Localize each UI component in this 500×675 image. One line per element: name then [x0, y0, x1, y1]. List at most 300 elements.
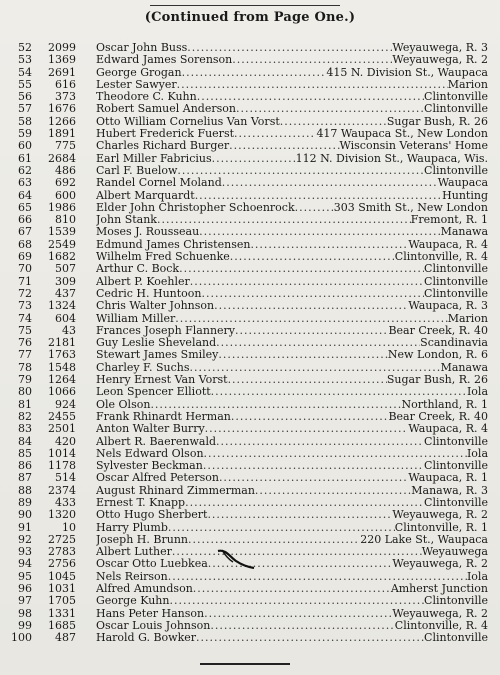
registrant-name: Earl Miller Fabricius — [96, 152, 212, 165]
registrant-address: Weyauwega, R. 2 — [392, 54, 488, 67]
leader-dots — [228, 374, 387, 386]
leader-dots — [157, 214, 411, 226]
entry-line — [96, 300, 488, 312]
registrant-address: Sugar Bush, R. 26 — [386, 115, 488, 128]
registrant-address: Sugar Bush, R. 26 — [386, 374, 488, 387]
entry-line — [96, 325, 488, 337]
list-item — [0, 436, 500, 448]
leader-dots — [177, 165, 424, 177]
serial-number: 309 — [55, 274, 76, 288]
registrant-address: Wisconsin Veterans' Home — [339, 140, 488, 153]
serial-number: 1031 — [48, 582, 76, 596]
registrant-address: Iola — [466, 386, 488, 399]
registrant-address: Manawa, R. 3 — [411, 484, 488, 497]
order-number: 60 — [18, 139, 32, 153]
registrant-name: Cedric H. Huntoon — [96, 287, 202, 300]
order-number: 84 — [18, 434, 32, 448]
leader-dots — [203, 460, 424, 472]
list-item — [0, 54, 500, 66]
registrant-address: Weyauwega, R. 3 — [392, 42, 488, 54]
registrant-name: Edward James Sorenson — [96, 54, 233, 67]
registrant-address: 417 Waupaca St., New London — [316, 128, 488, 141]
registrant-address: Northland, R. 1 — [401, 398, 488, 411]
registrant-address: Waupaca, R. 3 — [408, 300, 488, 313]
registrant-name: Oscar Louis Johnson — [96, 619, 211, 632]
leader-dots — [231, 411, 389, 423]
registrant-name: Frances Joseph Flannery — [96, 324, 236, 337]
serial-number: 1014 — [48, 446, 76, 460]
entry-line — [96, 571, 488, 583]
entry-line — [96, 239, 488, 251]
serial-number: 487 — [55, 631, 76, 645]
serial-number: 616 — [55, 77, 76, 91]
registrant-name: Edmund James Christensen — [96, 238, 251, 251]
order-number: 72 — [18, 286, 32, 300]
serial-number: 437 — [55, 286, 76, 300]
list-item — [0, 509, 500, 521]
registrant-name: Robert Samuel Anderson — [96, 103, 236, 116]
order-number: 64 — [18, 188, 32, 202]
order-number: 58 — [18, 114, 32, 128]
entry-line — [96, 497, 488, 509]
order-number: 52 — [18, 41, 32, 54]
registrant-name: Albert P. Koehler — [96, 275, 190, 288]
entry-line — [96, 54, 488, 66]
registrant-name: Harold G. Bowker — [96, 632, 197, 645]
list-item — [0, 386, 500, 398]
serial-number: 1320 — [48, 508, 76, 522]
serial-number: 1045 — [48, 569, 76, 583]
registrant-name: Stewart James Smiley — [96, 349, 219, 362]
serial-number: 2783 — [48, 545, 76, 559]
registrant-name: Oscar Otto Luebkea — [96, 558, 208, 571]
serial-number: 1264 — [48, 373, 76, 387]
entry-line — [96, 226, 488, 238]
leader-dots — [195, 190, 442, 202]
registrant-address: Clintonville, R. 4 — [394, 619, 488, 632]
entry-line — [96, 583, 488, 595]
leader-dots — [222, 177, 438, 189]
top-rule — [150, 5, 340, 6]
serial-number: 1685 — [48, 618, 76, 632]
registrant-name: Charley F. Suchs — [96, 361, 190, 374]
leader-dots — [179, 263, 424, 275]
leader-dots — [197, 91, 424, 103]
entry-line — [96, 509, 488, 521]
entry-line — [96, 362, 488, 374]
registrant-name: Oscar Alfred Peterson — [96, 472, 219, 485]
registrant-address: Clintonville — [424, 496, 488, 509]
serial-number: 1324 — [48, 299, 76, 313]
order-number: 86 — [18, 459, 32, 473]
entry-line — [96, 374, 488, 386]
registrant-name: Moses J. Rousseau — [96, 226, 200, 239]
leader-dots — [190, 276, 424, 288]
order-number: 93 — [18, 545, 32, 559]
order-number: 96 — [18, 582, 32, 596]
order-number: 78 — [18, 360, 32, 374]
serial-number: 1266 — [48, 114, 76, 128]
leader-dots — [196, 632, 424, 644]
leader-dots — [187, 42, 392, 54]
order-number: 83 — [18, 422, 32, 436]
registrant-address: Clintonville, R. 1 — [394, 521, 488, 534]
serial-number: 1548 — [48, 360, 76, 374]
registrant-name: Albert R. Baerenwald — [96, 435, 217, 448]
registrant-name: William Miller — [96, 312, 176, 325]
registrant-address: Clintonville — [424, 632, 488, 645]
leader-dots — [207, 509, 392, 521]
bottom-rule — [200, 663, 290, 665]
registrant-address: Waupaca, R. 1 — [408, 472, 488, 485]
registrant-address: Manawa — [440, 226, 488, 239]
order-number: 65 — [18, 200, 32, 214]
entry-line — [96, 202, 488, 214]
registrant-name: George Grogan — [96, 66, 182, 79]
registrant-name: Theodore C. Kuhn — [96, 91, 197, 104]
leader-dots — [205, 423, 409, 435]
registrant-address: Weyauwega, R. 2 — [392, 607, 488, 620]
serial-number: 2099 — [48, 41, 76, 54]
entry-line — [96, 386, 488, 398]
serial-number: 1066 — [48, 385, 76, 399]
order-number: 77 — [18, 348, 32, 362]
order-number: 61 — [18, 151, 32, 165]
leader-dots — [232, 54, 392, 66]
registrant-address: Clintonville — [424, 91, 488, 104]
registrant-name: Arthur C. Bock — [96, 263, 180, 276]
entry-line — [96, 67, 488, 79]
registrant-name: Otto Hugo Sherbert — [96, 509, 208, 522]
registrant-address: Clintonville — [424, 103, 488, 116]
order-number: 59 — [18, 127, 32, 141]
registrant-name: Lester Sawyer — [96, 78, 177, 91]
serial-number: 1331 — [48, 606, 76, 620]
registrant-name: Nels Reirson — [96, 570, 168, 583]
entry-line — [96, 263, 488, 275]
serial-number: 1676 — [48, 102, 76, 116]
entry-line — [96, 558, 488, 570]
registrant-address: Scandinavia — [420, 337, 488, 350]
registrant-address: Bear Creek, R. 40 — [388, 324, 488, 337]
registrant-name: Leon Spencer Elliott — [96, 386, 211, 399]
entry-line — [96, 337, 488, 349]
entry-line — [96, 436, 488, 448]
entry-line — [96, 411, 488, 423]
registrant-name: George Kuhn — [96, 595, 170, 608]
leader-dots — [210, 620, 394, 632]
registrant-name: Ole Olson — [96, 398, 151, 411]
leader-dots — [250, 239, 408, 251]
registrant-address: 303 Smith St., New London — [333, 201, 488, 214]
leader-dots — [236, 103, 424, 115]
registrant-name: John Stank — [96, 214, 157, 227]
serial-number: 1539 — [48, 225, 76, 239]
list-item — [0, 472, 500, 484]
serial-number: 1682 — [48, 250, 76, 264]
registrant-address: New London, R. 6 — [387, 349, 488, 362]
serial-number: 507 — [55, 262, 76, 276]
serial-number: 433 — [55, 495, 76, 509]
registrant-address: Amherst Junction — [390, 583, 488, 596]
entry-line — [96, 190, 488, 202]
registrant-name: Carl F. Buelow — [96, 164, 178, 177]
order-number: 92 — [18, 532, 32, 546]
entry-line — [96, 595, 488, 607]
registrant-address: Iola — [466, 447, 488, 460]
entry-line — [96, 128, 488, 140]
leader-dots — [168, 522, 395, 534]
order-number: 81 — [18, 397, 32, 411]
leader-dots — [169, 595, 424, 607]
serial-number: 10 — [62, 520, 76, 534]
registrant-name: Harry Plumb — [96, 521, 168, 534]
registrant-address: Marion — [447, 78, 488, 91]
leader-dots — [230, 251, 395, 263]
leader-dots — [204, 448, 467, 460]
list-item — [0, 140, 500, 152]
entry-line — [96, 522, 488, 534]
leader-dots — [218, 349, 388, 361]
entry-line — [96, 313, 488, 325]
registrant-address: Clintonville — [424, 275, 488, 288]
entry-line — [96, 632, 488, 644]
order-number: 97 — [18, 594, 32, 608]
registrant-name: Hans Peter Hanson — [96, 607, 205, 620]
entry-line — [96, 153, 488, 165]
serial-number: 2181 — [48, 336, 76, 350]
order-number: 76 — [18, 336, 32, 350]
serial-number: 43 — [62, 323, 76, 337]
serial-number: 1986 — [48, 200, 76, 214]
order-number: 53 — [18, 53, 32, 67]
leader-dots — [168, 571, 467, 583]
order-number: 62 — [18, 163, 32, 177]
serial-number: 2691 — [48, 65, 76, 79]
registrant-name: Guy Leslie Sheveland — [96, 337, 217, 350]
registrant-name: Chris Walter Johnson — [96, 300, 215, 313]
entry-line — [96, 448, 488, 460]
order-number: 95 — [18, 569, 32, 583]
registrant-name: August Rhinard Zimmerman — [96, 484, 255, 497]
order-number: 71 — [18, 274, 32, 288]
serial-number: 514 — [55, 471, 76, 485]
serial-number: 924 — [55, 397, 76, 411]
registrant-name: Ernest T. Knapp — [96, 496, 186, 509]
leader-dots — [202, 288, 425, 300]
leader-dots — [204, 608, 392, 620]
order-number: 66 — [18, 213, 32, 227]
order-number: 68 — [18, 237, 32, 251]
list-item — [0, 177, 500, 189]
registrant-address: Waupaca, R. 4 — [408, 238, 488, 251]
registrant-name: Albert Luther — [96, 546, 172, 559]
registrant-address: Clintonville — [424, 164, 488, 177]
list-item — [0, 595, 500, 607]
serial-number: 2455 — [48, 409, 76, 423]
order-number: 69 — [18, 250, 32, 264]
serial-number: 2684 — [48, 151, 76, 165]
registrant-address: Marion — [447, 312, 488, 325]
leader-dots — [295, 202, 334, 214]
registrant-name: Oscar John Buss — [96, 42, 188, 54]
registrant-name: Frank Rhinardt Herman — [96, 410, 231, 423]
serial-number: 373 — [55, 90, 76, 104]
registrant-name: Sylvester Beckman — [96, 460, 203, 473]
leader-dots — [193, 583, 391, 595]
entry-line — [96, 288, 488, 300]
serial-number: 775 — [55, 139, 76, 153]
order-number: 94 — [18, 557, 32, 571]
leader-dots — [235, 325, 388, 337]
registrant-address: Clintonville, R. 4 — [394, 251, 488, 264]
entry-line — [96, 460, 488, 472]
leader-dots — [182, 67, 327, 79]
entry-line — [96, 91, 488, 103]
leader-dots — [150, 399, 401, 411]
registrant-address: Clintonville — [424, 460, 488, 473]
order-number: 56 — [18, 90, 32, 104]
leader-dots — [216, 436, 424, 448]
entry-line — [96, 349, 488, 361]
leader-dots — [199, 226, 440, 238]
serial-number: 810 — [55, 213, 76, 227]
order-number: 80 — [18, 385, 32, 399]
order-number: 88 — [18, 483, 32, 497]
registrant-address: 220 Lake St., Waupaca — [360, 533, 488, 546]
registrant-address: Waupaca, R. 4 — [408, 423, 488, 436]
serial-number: 1891 — [48, 127, 76, 141]
registrant-address: Weyauwega, R. 2 — [392, 509, 488, 522]
leader-dots — [177, 79, 448, 91]
order-number: 55 — [18, 77, 32, 91]
order-number: 90 — [18, 508, 32, 522]
serial-number: 2374 — [48, 483, 76, 497]
list-item — [0, 349, 500, 361]
registrant-name: Anton Walter Burry — [96, 423, 205, 436]
entry-line — [96, 165, 488, 177]
serial-number: 1705 — [48, 594, 76, 608]
order-number: 74 — [18, 311, 32, 325]
leader-dots — [212, 153, 296, 165]
leader-dots — [188, 534, 360, 546]
registrant-name: Henry Ernest Van Vorst — [96, 374, 228, 387]
order-number: 87 — [18, 471, 32, 485]
order-number: 91 — [18, 520, 32, 534]
list-item — [0, 423, 500, 435]
registrant-address: Clintonville — [424, 595, 488, 608]
entry-line — [96, 620, 488, 632]
order-number: 73 — [18, 299, 32, 313]
entry-line — [96, 177, 488, 189]
leader-dots — [185, 497, 424, 509]
serial-number: 2725 — [48, 532, 76, 546]
serial-number: 2756 — [48, 557, 76, 571]
serial-number: 2501 — [48, 422, 76, 436]
leader-dots — [189, 362, 440, 374]
entry-line — [96, 214, 488, 226]
entry-line — [96, 116, 488, 128]
registrant-address: Hunting — [442, 189, 488, 202]
serial-number: 2549 — [48, 237, 76, 251]
ink-mark — [216, 547, 256, 569]
registrant-name: Joseph H. Brunn — [96, 533, 188, 546]
order-number: 85 — [18, 446, 32, 460]
list-item — [0, 632, 500, 644]
serial-number: 600 — [55, 188, 76, 202]
leader-dots — [211, 386, 467, 398]
entry-line — [96, 399, 488, 411]
order-number: 89 — [18, 495, 32, 509]
order-number: 70 — [18, 262, 32, 276]
order-number: 98 — [18, 606, 32, 620]
registrant-address: 415 N. Division St., Waupaca — [326, 66, 488, 79]
order-number: 54 — [18, 65, 32, 79]
list-item — [0, 300, 500, 312]
registrant-name: Randel Cornel Moland — [96, 177, 222, 190]
entry-line — [96, 423, 488, 435]
order-number: 57 — [18, 102, 32, 116]
registrant-name: Wilhelm Fred Schuenke — [96, 251, 230, 264]
registrant-name: Alfred Amundson — [96, 583, 193, 596]
order-number: 99 — [18, 618, 32, 632]
serial-number: 1763 — [48, 348, 76, 362]
serial-number: 1178 — [48, 459, 76, 473]
order-number: 82 — [18, 409, 32, 423]
registrant-name: Albert Marquardt — [96, 189, 195, 202]
registrant-address: Fremont, R. 1 — [410, 214, 488, 227]
registrant-address: Bear Creek, R. 40 — [388, 410, 488, 423]
registrant-address: Weyauwega — [421, 546, 488, 559]
entry-line — [96, 608, 488, 620]
serial-number: 604 — [55, 311, 76, 325]
registrant-name: Elder John Christopher Schoenrock — [96, 201, 295, 214]
entry-line — [96, 546, 488, 558]
serial-number: 1369 — [48, 53, 76, 67]
order-number: 67 — [18, 225, 32, 239]
serial-number: 486 — [55, 163, 76, 177]
entry-line — [96, 140, 488, 152]
leader-dots — [175, 313, 447, 325]
registrant-address: Iola — [466, 570, 488, 583]
registrant-name: Charles Richard Burger — [96, 140, 230, 153]
list-item — [0, 313, 500, 325]
entry-line — [96, 79, 488, 91]
entry-line — [96, 472, 488, 484]
list-item — [0, 190, 500, 202]
list-item — [0, 226, 500, 238]
registrant-name: Hubert Frederick Fuerst — [96, 128, 235, 141]
order-number: 63 — [18, 176, 32, 190]
list-item — [0, 263, 500, 275]
leader-dots — [172, 546, 422, 558]
leader-dots — [280, 116, 387, 128]
page-header: (Continued from Page One.) — [144, 10, 356, 25]
order-number: 75 — [18, 323, 32, 337]
serial-number: 420 — [55, 434, 76, 448]
registrant-name: Otto William Cornelius Van Vorst — [96, 115, 280, 128]
entry-line — [96, 276, 488, 288]
leader-dots — [234, 128, 316, 140]
registrant-address: Weyauwega, R. 2 — [392, 558, 488, 571]
registrant-address: Waupaca — [437, 177, 488, 190]
order-number: 100 — [11, 631, 32, 645]
registrant-address: Clintonville — [424, 287, 488, 300]
entry-line — [96, 534, 488, 546]
registrant-name: Nels Edward Olson — [96, 447, 204, 460]
entry-line — [96, 485, 488, 497]
list-item — [0, 103, 500, 115]
